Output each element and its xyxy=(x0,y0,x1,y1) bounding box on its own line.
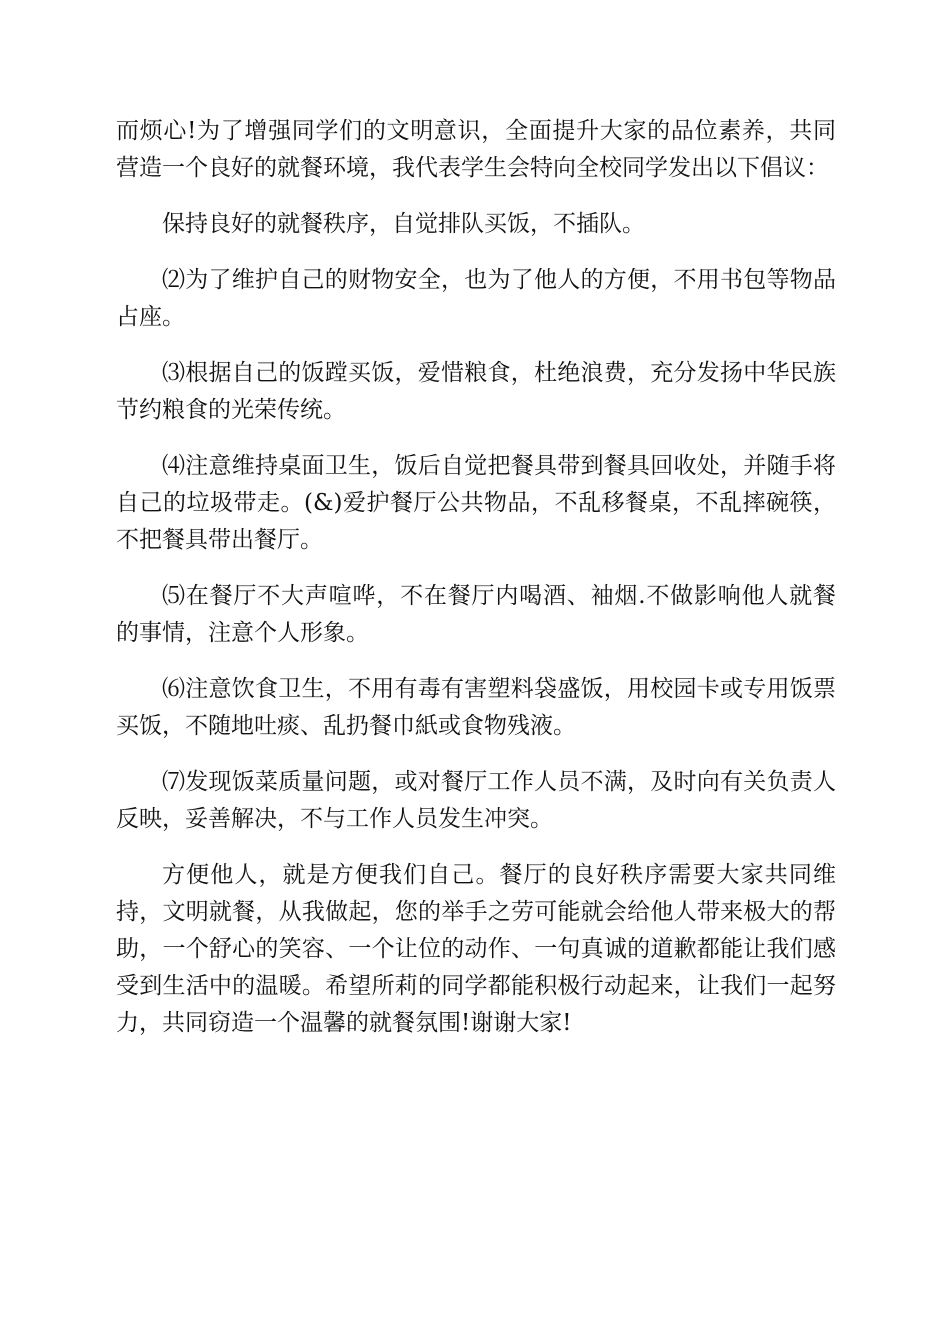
paragraph-closing: 方便他人，就是方便我们自己。餐厅的良好秩序需要大家共同维持，文明就餐，从我做起，您的举手之劳可能就会给他人带来极大的帮助，一个舒心的笑容、一个让位的动作、一句真诚的道歉都能让我们感受到生活中的温暖。希望所莉的同学都能积极行动起来，让我们一起努力，共同窃造一个温馨的就餐氛围!谢谢大家! xyxy=(116,862,836,1036)
paragraph-item-3: ⑶根据自己的饭蹚买饭，爱惜粮食，杜绝浪费，充分发扬中华民族节约粮食的光荣传统。 xyxy=(116,360,836,423)
paragraph-item-1: 保持良好的就餐秩序，自觉排队买饭，不插队。 xyxy=(162,211,645,237)
document-body xyxy=(116,113,836,1061)
paragraph-intro: 而烦心!为了增强同学们的文明意识，全面提升大家的品位素养，共同营造一个良好的就餐环境，我代表学生会特向全校同学发出以下倡议： xyxy=(116,118,836,181)
paragraph-item-4: ⑷注意维持桌面卫生，饭后自觉把餐具带到餐具回收处，并随手将自己的垃圾带走。(&)爱护餐厅公共物品，不乱移餐桌，不乱摔碗筷，不把餐具带出餐厅。 xyxy=(116,453,836,553)
paragraph-item-2: ⑵为了维护自己的财物安全，也为了他人的方便，不用书包等物品占座。 xyxy=(116,267,836,330)
paragraph-item-5: ⑸在餐厅不大声喧哗，不在餐厅内喝酒、袖烟.不做影响他人就餐的事情，注意个人形象。 xyxy=(116,583,836,646)
paragraph-item-7: ⑺发现饭菜质量问题，或对餐厅工作人员不满，及时向有关负责人反映，妥善解决，不与工作人员发生冲突。 xyxy=(116,769,836,832)
paragraph-item-6: ⑹注意饮食卫生，不用有毒有害塑料袋盛饭，用校园卡或专用饭票买饭，不随地吐痰、乱扔餐巾紙或食物残液。 xyxy=(116,676,836,739)
